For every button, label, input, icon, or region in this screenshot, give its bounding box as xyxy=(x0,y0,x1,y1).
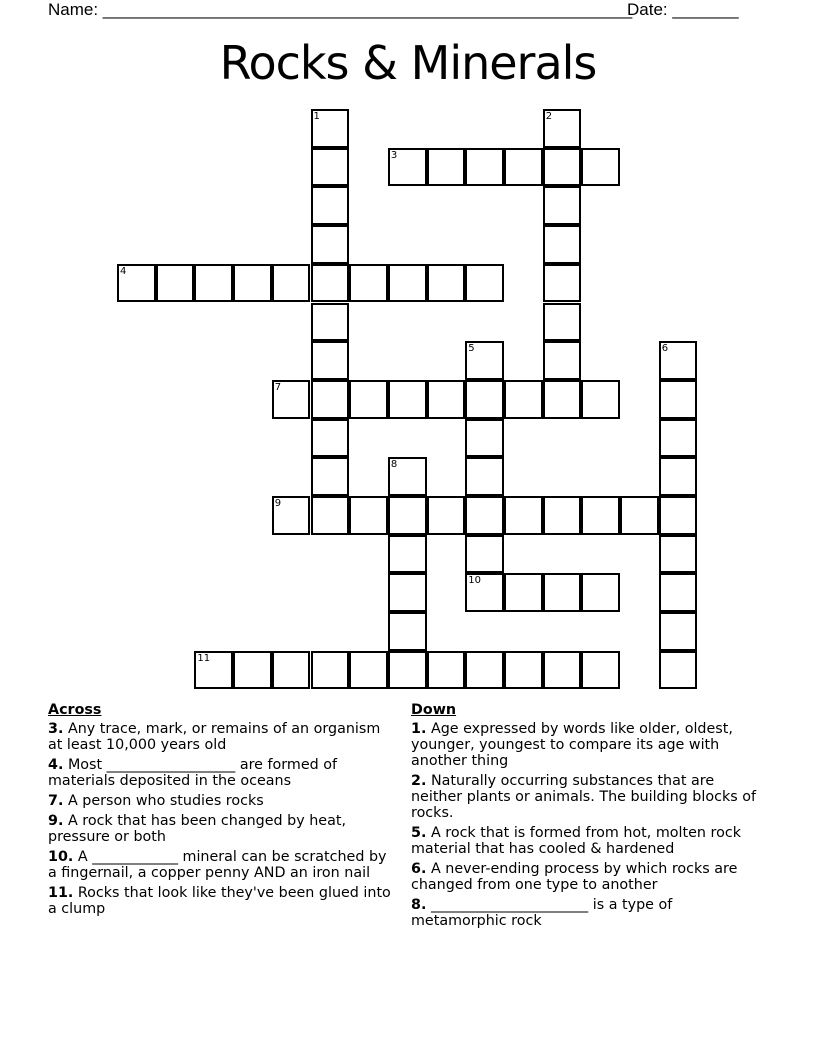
grid-cell[interactable] xyxy=(388,380,427,419)
clue-text: Rocks that look like they've been glued into a clump xyxy=(48,885,391,917)
grid-cell[interactable] xyxy=(659,380,698,419)
across-clue xyxy=(48,885,393,917)
grid-cell[interactable] xyxy=(543,264,582,303)
grid-cell[interactable] xyxy=(504,573,543,612)
grid-cell[interactable] xyxy=(311,380,350,419)
clue-text: Any trace, mark, or remains of an organism at least 10,000 years old xyxy=(48,721,381,753)
grid-cell[interactable] xyxy=(388,651,427,690)
grid-cell[interactable] xyxy=(427,496,466,535)
clue-text: Age expressed by words like older, oldest, younger, youngest to compare its age with another thing xyxy=(411,721,733,769)
grid-cell[interactable] xyxy=(659,457,698,496)
grid-cell[interactable] xyxy=(388,573,427,612)
clue-number: 7 xyxy=(274,381,282,393)
grid-cell[interactable] xyxy=(465,148,504,187)
clue-text: A never-ending process by which rocks are changed from one type to another xyxy=(411,861,738,893)
grid-cell[interactable] xyxy=(349,496,388,535)
down-clue xyxy=(411,825,756,857)
grid-cell[interactable] xyxy=(349,380,388,419)
clue-num: 8. xyxy=(411,897,427,913)
grid-cell[interactable] xyxy=(311,496,350,535)
down-clues xyxy=(411,702,756,933)
down-clue xyxy=(411,861,756,893)
grid-cell[interactable] xyxy=(388,148,427,187)
grid-cell[interactable] xyxy=(465,535,504,574)
grid-cell[interactable] xyxy=(427,380,466,419)
grid-cell[interactable] xyxy=(311,148,350,187)
down-clue xyxy=(411,897,756,929)
grid-cell[interactable] xyxy=(659,535,698,574)
grid-cell[interactable] xyxy=(427,148,466,187)
across-clue xyxy=(48,813,393,845)
clue-text: A rock that is formed from hot, molten rock material that has cooled & hardened xyxy=(411,825,741,857)
grid-cell[interactable] xyxy=(504,496,543,535)
grid-cell[interactable] xyxy=(311,186,350,225)
grid-cell[interactable] xyxy=(465,341,504,380)
down-heading: Down xyxy=(411,702,457,718)
grid-cell[interactable] xyxy=(659,573,698,612)
grid-cell[interactable] xyxy=(311,457,350,496)
grid-cell[interactable] xyxy=(504,380,543,419)
grid-cell[interactable] xyxy=(311,651,350,690)
down-clue xyxy=(411,773,756,821)
clue-num: 3. xyxy=(48,721,64,737)
clue-text: ______________________ is a type of metamorphic rock xyxy=(411,897,673,929)
grid-cell[interactable] xyxy=(543,651,582,690)
date-field[interactable]: Date: _______ xyxy=(627,0,739,19)
grid-cell[interactable] xyxy=(465,419,504,458)
grid-cell[interactable] xyxy=(659,419,698,458)
grid-cell[interactable] xyxy=(581,651,620,690)
grid-cell[interactable] xyxy=(543,341,582,380)
clue-number: 8 xyxy=(390,459,398,471)
grid-cell[interactable] xyxy=(427,264,466,303)
grid-cell[interactable] xyxy=(504,148,543,187)
grid-cell[interactable] xyxy=(272,651,311,690)
grid-cell[interactable] xyxy=(581,148,620,187)
clue-number: 9 xyxy=(274,498,282,509)
grid-cell[interactable] xyxy=(194,651,233,690)
grid-cell[interactable] xyxy=(581,573,620,612)
across-clue xyxy=(48,793,393,809)
clue-text: Most __________________ are formed of materials deposited in the oceans xyxy=(48,757,338,789)
clue-number: 5 xyxy=(468,343,475,355)
grid-cell[interactable] xyxy=(272,264,311,303)
grid-cell[interactable] xyxy=(311,264,350,303)
grid-cell[interactable] xyxy=(272,496,311,535)
grid-cell[interactable] xyxy=(272,380,311,419)
name-field[interactable]: Name: ________________________________________________________ xyxy=(48,0,633,19)
grid-cell[interactable] xyxy=(465,651,504,690)
grid-cell[interactable] xyxy=(659,496,698,535)
down-clue xyxy=(411,721,756,769)
clue-text: Naturally occurring substances that are neither plants or animals. The building blocks of rocks. xyxy=(411,773,756,821)
clue-number: 10 xyxy=(468,575,482,587)
grid-cell[interactable] xyxy=(581,380,620,419)
page-title: Rocks & Minerals xyxy=(219,36,597,90)
grid-cell[interactable] xyxy=(543,186,582,225)
across-clue xyxy=(48,757,393,789)
grid-cell[interactable] xyxy=(311,303,350,342)
clue-number: 3 xyxy=(390,149,398,161)
grid-cell[interactable] xyxy=(156,264,195,303)
clue-text: A ____________ mineral can be scratched by a fingernail, a copper penny AND an iron nail xyxy=(48,849,387,881)
grid-cell[interactable] xyxy=(543,303,582,342)
clue-number: 6 xyxy=(661,343,669,355)
grid-cell[interactable] xyxy=(465,457,504,496)
grid-cell[interactable] xyxy=(543,380,582,419)
across-clue xyxy=(48,849,393,881)
grid-cell[interactable] xyxy=(388,457,427,496)
across-heading: Across xyxy=(48,702,102,718)
grid-cell[interactable] xyxy=(543,109,582,148)
clue-number: 2 xyxy=(545,111,553,122)
grid-cell[interactable] xyxy=(659,612,698,651)
clue-num: 11. xyxy=(48,885,74,901)
clue-num: 9. xyxy=(48,813,64,829)
grid-cell[interactable] xyxy=(311,225,350,264)
grid-cell[interactable] xyxy=(543,148,582,187)
clue-num: 2. xyxy=(411,773,427,789)
across-clue xyxy=(48,721,393,753)
grid-cell[interactable] xyxy=(311,419,350,458)
grid-cell[interactable] xyxy=(543,496,582,535)
clue-text: A rock that has been changed by heat, pressure or both xyxy=(48,813,347,845)
grid-cell[interactable] xyxy=(543,225,582,264)
clue-number: 1 xyxy=(313,111,320,122)
grid-cell[interactable] xyxy=(117,264,156,303)
grid-cell[interactable] xyxy=(194,264,233,303)
grid-cell[interactable] xyxy=(349,264,388,303)
clue-number: 11 xyxy=(197,652,211,664)
across-clues xyxy=(48,702,393,921)
grid-cell[interactable] xyxy=(581,496,620,535)
clue-num: 10. xyxy=(48,849,74,865)
clue-num: 1. xyxy=(411,721,427,737)
grid-cell[interactable] xyxy=(233,264,272,303)
grid-cell[interactable] xyxy=(427,651,466,690)
grid-cell[interactable] xyxy=(388,264,427,303)
grid-cell[interactable] xyxy=(388,496,427,535)
grid-cell[interactable] xyxy=(349,651,388,690)
clue-num: 4. xyxy=(48,757,64,773)
grid-cell[interactable] xyxy=(465,380,504,419)
clue-num: 7. xyxy=(48,793,64,809)
grid-cell[interactable] xyxy=(388,612,427,651)
grid-cell[interactable] xyxy=(233,651,272,690)
grid-cell[interactable] xyxy=(659,651,698,690)
clue-num: 6. xyxy=(411,861,427,877)
grid-cell[interactable] xyxy=(388,535,427,574)
grid-cell[interactable] xyxy=(504,651,543,690)
grid-cell[interactable] xyxy=(620,496,659,535)
grid-cell[interactable] xyxy=(465,496,504,535)
grid-cell[interactable] xyxy=(311,109,350,148)
grid-cell[interactable] xyxy=(465,264,504,303)
clue-number: 4 xyxy=(120,265,127,277)
clue-num: 5. xyxy=(411,825,427,841)
grid-cell[interactable] xyxy=(543,573,582,612)
grid-cell[interactable] xyxy=(311,341,350,380)
grid-cell[interactable] xyxy=(465,573,504,612)
clue-text: A person who studies rocks xyxy=(67,793,264,809)
grid-cell[interactable] xyxy=(659,341,698,380)
